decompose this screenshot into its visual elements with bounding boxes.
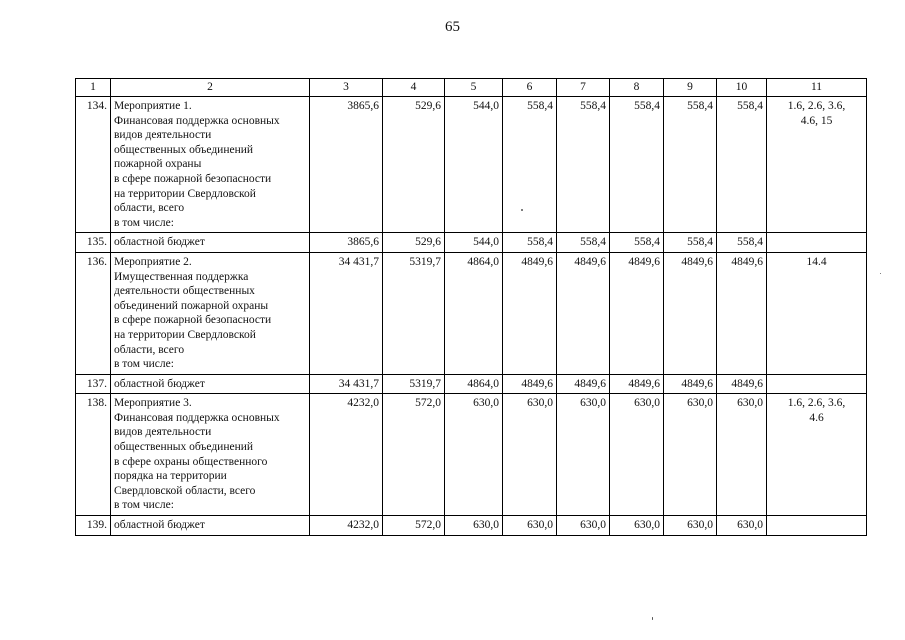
row-number: 134. (76, 97, 111, 233)
value-cell: 4849,6 (717, 252, 767, 374)
value-cell: 5319,7 (383, 252, 445, 374)
value-cell: 4849,6 (503, 252, 557, 374)
row-description (111, 516, 310, 536)
value-cell: 630,0 (717, 516, 767, 536)
description-line: Финансовая поддержка основных (114, 411, 280, 424)
description-line: областной бюджет (114, 519, 205, 532)
description-line: области, всего (114, 343, 185, 356)
description-line: Мероприятие 1. (114, 100, 192, 112)
value-cell: 4849,6 (503, 374, 557, 394)
row-description (111, 233, 310, 253)
description-line: в сфере пожарной безопасности (114, 314, 272, 327)
description-line: в том числе: (114, 216, 174, 229)
value-cell: 3865,6 (310, 97, 383, 233)
table-header (76, 79, 867, 97)
column-header: 10 (717, 79, 767, 97)
target-indicators (767, 97, 867, 233)
description-line: областной бюджет (114, 377, 205, 390)
value-cell: 4232,0 (310, 394, 383, 516)
value-cell: 558,4 (664, 97, 717, 233)
column-header: 2 (111, 79, 310, 97)
target-line: 1.6, 2.6, 3.6, (787, 100, 846, 112)
table-row (76, 516, 867, 536)
value-cell: 4849,6 (664, 252, 717, 374)
value-cell: 558,4 (717, 233, 767, 253)
value-cell: 4864,0 (445, 252, 503, 374)
value-cell: 630,0 (664, 516, 717, 536)
description-line: Свердловской области, всего (114, 484, 256, 497)
description-line: в сфере пожарной безопасности (114, 172, 272, 185)
description-line: областной бюджет (114, 236, 205, 249)
value-cell: 5319,7 (383, 374, 445, 394)
row-description (111, 97, 310, 233)
column-header: 8 (610, 79, 664, 97)
target-indicators (767, 252, 867, 374)
column-header: 1 (76, 79, 111, 97)
value-cell: 630,0 (557, 516, 610, 536)
value-cell: 558,4 (610, 233, 664, 253)
row-description (111, 394, 310, 516)
value-cell: 630,0 (445, 394, 503, 516)
column-header: 7 (557, 79, 610, 97)
value-cell: 4232,0 (310, 516, 383, 536)
description-line: объединений пожарной охраны (114, 299, 269, 312)
row-number: 137. (76, 374, 111, 394)
value-cell: 558,4 (503, 233, 557, 253)
description-line: в сфере охраны общественного (114, 455, 268, 468)
column-header: 5 (445, 79, 503, 97)
table-row (76, 97, 867, 233)
value-cell: 4864,0 (445, 374, 503, 394)
target-indicators (767, 394, 867, 516)
column-header: 6 (503, 79, 557, 97)
value-cell: 630,0 (557, 394, 610, 516)
row-description (111, 252, 310, 374)
target-line: 1.6, 2.6, 3.6, (787, 397, 846, 410)
target-line: 4.6 (809, 411, 824, 424)
description-line: общественных объединений (114, 441, 254, 454)
value-cell: 630,0 (503, 516, 557, 536)
value-cell: 630,0 (445, 516, 503, 536)
description-line: Мероприятие 2. (114, 255, 192, 268)
table-body (76, 97, 867, 536)
scan-speck (652, 617, 653, 620)
value-cell: 558,4 (557, 233, 610, 253)
description-line: Финансовая поддержка основных (114, 114, 280, 127)
description-line: в том числе: (114, 358, 174, 371)
column-number-row (76, 79, 867, 97)
value-cell: 34 431,7 (310, 374, 383, 394)
scan-speck (880, 273, 881, 274)
target-indicators (767, 233, 867, 253)
description-line: области, всего (114, 202, 185, 215)
target-line: 14.4 (806, 255, 827, 268)
row-number: 135. (76, 233, 111, 253)
description-line: Мероприятие 3. (114, 397, 192, 410)
value-cell: 4849,6 (610, 252, 664, 374)
value-cell: 630,0 (610, 394, 664, 516)
column-header: 3 (310, 79, 383, 97)
value-cell: 558,4 (610, 97, 664, 233)
value-cell: 572,0 (383, 516, 445, 536)
description-line: пожарной охраны (114, 158, 202, 171)
value-cell: 630,0 (717, 394, 767, 516)
scan-speck (521, 209, 523, 211)
value-cell: 4849,6 (557, 374, 610, 394)
value-cell: 4849,6 (610, 374, 664, 394)
table-row (76, 233, 867, 253)
description-line: видов деятельности (114, 426, 212, 439)
description-line: деятельности общественных (114, 285, 255, 298)
row-number: 136. (76, 252, 111, 374)
table-row (76, 252, 867, 374)
row-description (111, 374, 310, 394)
value-cell: 630,0 (503, 394, 557, 516)
value-cell: 558,4 (557, 97, 610, 233)
value-cell: 558,4 (664, 233, 717, 253)
value-cell: 4849,6 (557, 252, 610, 374)
target-indicators (767, 374, 867, 394)
description-line: в том числе: (114, 499, 174, 512)
description-line: на территории Свердловской (114, 187, 256, 200)
description-line: порядка на территории (114, 470, 227, 483)
value-cell: 630,0 (610, 516, 664, 536)
description-line: видов деятельности (114, 129, 212, 142)
target-line: 4.6, 15 (800, 114, 833, 127)
column-header: 11 (767, 79, 867, 97)
page-number: 65 (445, 19, 460, 35)
value-cell: 544,0 (445, 233, 503, 253)
description-line: на территории Свердловской (114, 328, 256, 341)
budget-table (75, 78, 867, 536)
value-cell: 544,0 (445, 97, 503, 233)
column-header: 9 (664, 79, 717, 97)
row-number: 138. (76, 394, 111, 516)
description-line: Имущественная поддержка (114, 270, 249, 283)
description-line: общественных объединений (114, 143, 254, 156)
value-cell: 34 431,7 (310, 252, 383, 374)
value-cell: 4849,6 (664, 374, 717, 394)
value-cell: 558,4 (717, 97, 767, 233)
value-cell: 572,0 (383, 394, 445, 516)
value-cell: 558,4 (503, 97, 557, 233)
value-cell: 529,6 (383, 233, 445, 253)
value-cell: 630,0 (664, 394, 717, 516)
table-row (76, 374, 867, 394)
value-cell: 529,6 (383, 97, 445, 233)
target-indicators (767, 516, 867, 536)
value-cell: 3865,6 (310, 233, 383, 253)
row-number: 139. (76, 516, 111, 536)
table-row (76, 394, 867, 516)
column-header: 4 (383, 79, 445, 97)
value-cell: 4849,6 (717, 374, 767, 394)
